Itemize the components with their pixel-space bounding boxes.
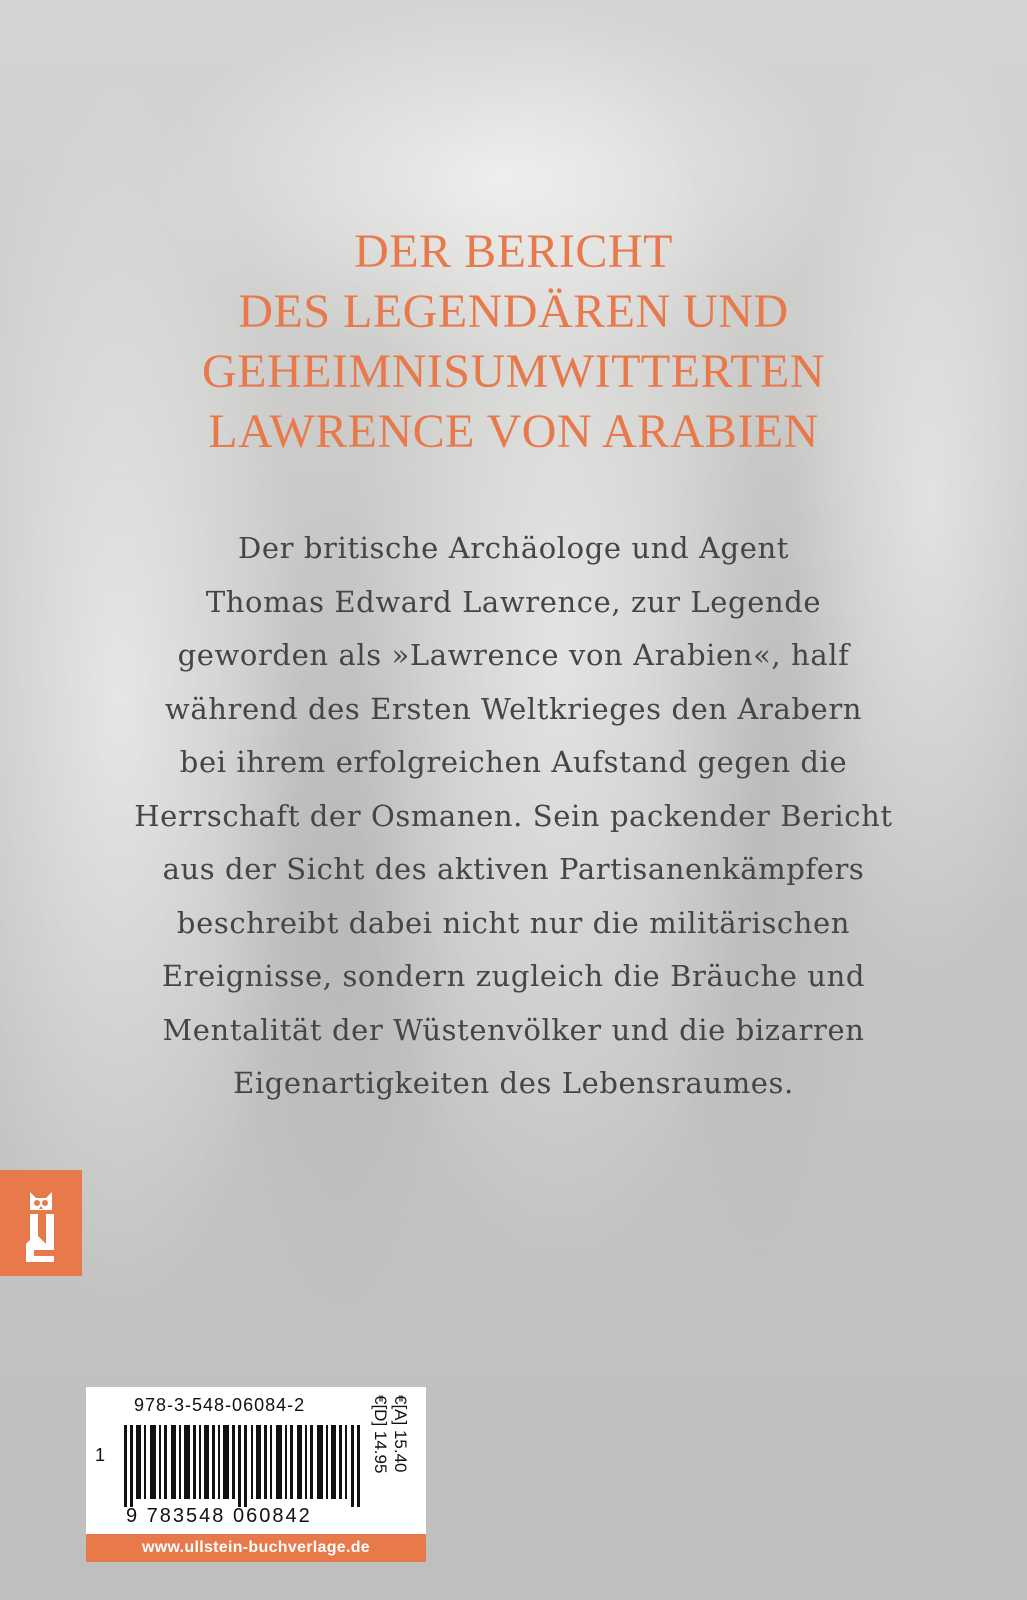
headline-line: DES LEGENDÄREN UND — [238, 285, 789, 338]
blurb-line: Der britische Archäologe und Agent — [238, 531, 789, 565]
isbn-number: 978-3-548-06084-2 — [134, 1395, 306, 1415]
price-germany-label: €[D] 14.95 — [371, 1395, 390, 1474]
blurb-line: Ereignisse, sondern zugleich die Bräuche und — [161, 959, 866, 993]
barcode-lead-digit: 1 — [95, 1445, 106, 1465]
headline-line: GEHEIMNISUMWITTERTEN — [201, 345, 825, 398]
price-austria — [391, 1395, 431, 1521]
blurb-line: Herrschaft der Osmanen. Sein packender Bericht — [134, 798, 893, 833]
blurb-line: Thomas Edward Lawrence, zur Legende — [205, 584, 822, 619]
barcode-digits: 9 783548 060842 — [126, 1505, 312, 1527]
headline-line: LAWRENCE VON ARABIEN — [208, 405, 819, 458]
blurb-text — [80, 522, 947, 1111]
publisher-website: www.ullstein-buchverlage.de — [86, 1534, 426, 1562]
blurb-line: Eigenartigkeiten des Lebensraumes. — [233, 1066, 794, 1100]
price-austria-label: €[A] 15.40 — [391, 1395, 410, 1473]
barcode-block — [86, 1387, 426, 1562]
blurb-line: Mentalität der Wüstenvölker und die bizarren — [162, 1012, 865, 1047]
blurb-line: geworden als »Lawrence von Arabien«, half — [177, 638, 850, 672]
headline-line: DER BERICHT — [354, 225, 673, 278]
barcode-bars — [124, 1425, 376, 1507]
owl-icon — [0, 1170, 82, 1276]
blurb-line: bei ihrem erfolgreichen Aufstand gegen die — [179, 745, 848, 779]
blurb-line: beschreibt dabei nicht nur die militärischen — [176, 905, 851, 940]
ullstein-owl-logo-icon — [0, 1170, 82, 1276]
headline — [0, 222, 1027, 462]
blurb-line: während des Ersten Weltkrieges den Arabern — [164, 691, 863, 726]
blurb-line: aus der Sicht des aktiven Partisanenkämpfers — [162, 852, 865, 886]
